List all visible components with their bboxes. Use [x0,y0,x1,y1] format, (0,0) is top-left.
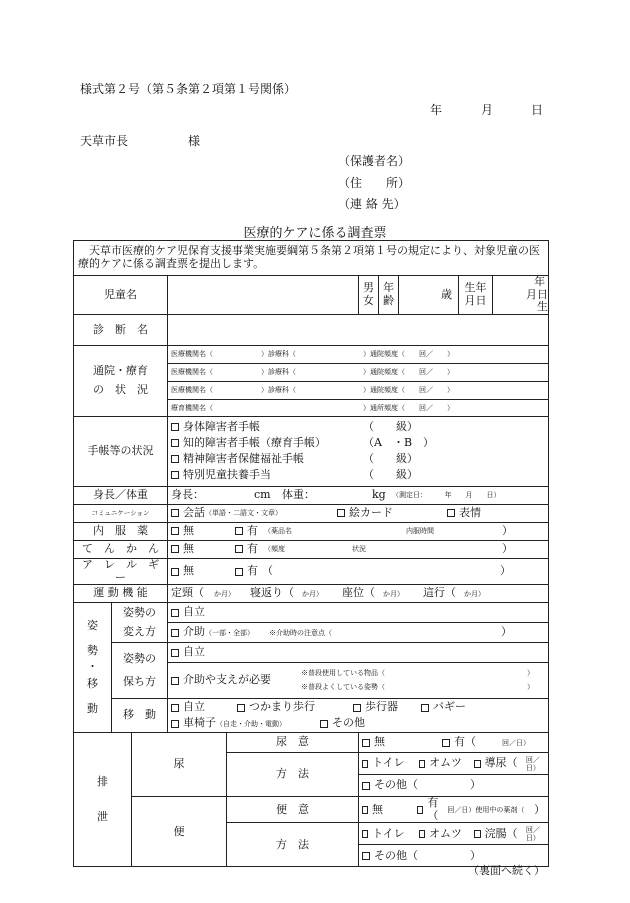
handbook-label: 手帳等の状況 [74,416,168,486]
communication-field[interactable]: 会話 （単語・二語文・文章） 絵カード 表情 [168,504,549,522]
medicine-label: 内 服 薬 [74,522,168,540]
checkbox[interactable] [171,455,179,463]
urine-method-field[interactable]: トイレ オムツ 導尿（ 回／日） [359,753,549,775]
handbook-field[interactable]: 身体障害者手帳 （ 級） 知的障害者手帳（療育手帳） （A ・B ） 精神障害者保健福祉手帳 （ 級） 特別児童扶養手当 （ 級） [168,416,549,486]
intro-text: 天草市医療的ケア児保育支援事業実施要綱第５条第２項第１号の規定により、対象児童の医療的ケアに係る調査票を提出します。 [74,241,549,276]
checkbox[interactable] [171,629,179,637]
date-year: 年 [430,103,443,117]
survey-form [73,240,549,867]
pose-change-label: 姿勢の 変え方 [112,603,168,643]
stool-urge-field[interactable]: 無 有（ 回／日）使用中の薬剤（ ） [359,797,549,823]
checkbox[interactable] [447,509,455,517]
urine-urge-field[interactable]: 無 有（ 回／日） [359,733,549,753]
urine-method-label: 方 法 [227,753,359,797]
excretion-label: 排 泄 [74,733,132,867]
stool-label: 便 [132,797,227,867]
checkbox[interactable] [362,852,370,860]
checkbox[interactable] [171,677,179,685]
diagnosis-field[interactable] [168,314,549,345]
addressee: 天草市長 [80,134,129,148]
guardian-address-label: （住 所） [338,176,411,190]
checkbox[interactable] [235,527,243,535]
date-month: 月 [481,103,494,117]
age-field[interactable]: 歳 [399,276,459,315]
pose-keep-support[interactable]: 介助や支えが必要 ※普段使用している物品（ ※普段よくしている姿勢（ ） ） [168,663,549,699]
checkbox[interactable] [235,568,243,576]
urine-urge-label: 尿 意 [227,733,359,753]
pose-keep-label: 姿勢の 保ち方 [112,643,168,699]
motor-label: 運 動 機 能 [74,585,168,603]
medicine-field[interactable]: 無 有 （薬品名 内服時間 ） [168,522,549,540]
allergy-label: ア レ ル ギ ー [74,558,168,584]
continued-note: （裏面へ続く） [468,864,545,877]
checkbox[interactable] [337,509,345,517]
motor-field[interactable]: 定頸（ か月） 寝返り（ か月） 座位（ か月） 這行（ か月） [168,585,549,603]
checkbox[interactable] [171,568,179,576]
hospital-row[interactable]: 医療機関名（ ）診療科（ ）通院頻度（ 回／ ） [168,364,548,382]
checkbox[interactable] [237,704,245,712]
communication-label: コミュニケーション [74,504,168,522]
stool-method-label: 方 法 [227,823,359,867]
checkbox[interactable] [417,806,423,814]
guardian-contact-label: （連 絡 先） [338,197,406,211]
hospital-row[interactable]: 医療機関名（ ）診療科（ ）通院頻度（ 回／ ） [168,382,548,400]
checkbox[interactable] [362,760,368,768]
hospital-row[interactable]: 医療機関名（ ）診療科（ ）通院頻度（ 回／ ） [168,346,548,364]
urine-other-field[interactable]: その他（ ） [359,775,549,797]
checkbox[interactable] [171,704,179,712]
pose-change-self[interactable]: 自立 [168,603,549,623]
honorific: 様 [188,134,201,148]
checkbox[interactable] [421,704,429,712]
checkbox[interactable] [171,527,179,535]
checkbox[interactable] [362,830,368,838]
birthdate-label: 生年 月日 [459,276,493,315]
stool-other-field[interactable]: その他（ ） [359,845,549,867]
diagnosis-label: 診 断 名 [74,314,168,345]
checkbox[interactable] [320,720,328,728]
checkbox[interactable] [353,704,361,712]
hospital-label: 通院・療育 の 状 況 [74,345,168,416]
checkbox[interactable] [171,720,179,728]
guardian-name-label: （保護者名） [338,154,411,168]
therapy-row[interactable]: 療育機関名（ ）通所頻度（ 回／ ） [171,403,454,412]
urine-label: 尿 [132,733,227,797]
checkbox[interactable] [171,545,179,553]
pose-change-assist[interactable]: 介助 （一部・全部） ※介助時の注意点（ ） [168,623,549,643]
checkbox[interactable] [474,830,480,838]
checkbox[interactable] [442,739,450,747]
allergy-field[interactable]: 無 有 （ ） [168,558,549,584]
pose-keep-self[interactable]: 自立 [168,643,549,663]
birthdate-field[interactable]: 年 月 日生 [493,276,549,315]
checkbox[interactable] [419,760,425,768]
age-label: 年 齢 [379,276,399,315]
child-name-label: 児童名 [74,276,168,315]
posture-mobility-label: 姿 勢 ・ 移 動 [74,603,112,733]
child-name-field[interactable] [168,276,359,315]
document-title: 医療的ケアに係る調査票 [243,226,387,241]
epilepsy-label: て ん か ん [74,540,168,558]
checkbox[interactable] [419,830,425,838]
checkbox[interactable] [362,739,370,747]
checkbox[interactable] [171,609,179,617]
checkbox[interactable] [171,471,179,479]
checkbox[interactable] [362,806,368,814]
sex-field[interactable]: 男 女 [359,276,379,315]
checkbox[interactable] [235,545,243,553]
stool-method-field[interactable]: トイレ オムツ 浣腸（ 回／日） [359,823,549,845]
hospital-field[interactable] [168,345,549,416]
body-field[interactable]: 身長： cm 体重： kg （測定日： 年 月 日） [168,486,549,504]
epilepsy-field[interactable]: 無 有 （頻度 状況 ） [168,540,549,558]
movement-field[interactable]: 自立 つかまり歩行 歩行器 バギー 車椅子 （自走・介助・電動） その他 [168,699,549,733]
date-day: 日 [531,103,544,117]
checkbox[interactable] [171,649,179,657]
body-label: 身長／体重 [74,486,168,504]
form-number: 様式第２号（第５条第２項第１号関係） [80,82,297,96]
checkbox[interactable] [171,439,179,447]
checkbox[interactable] [474,760,480,768]
stool-urge-label: 便 意 [227,797,359,823]
checkbox[interactable] [362,782,370,790]
movement-label: 移 動 [112,699,168,733]
checkbox[interactable] [171,423,179,431]
checkbox[interactable] [171,509,179,517]
